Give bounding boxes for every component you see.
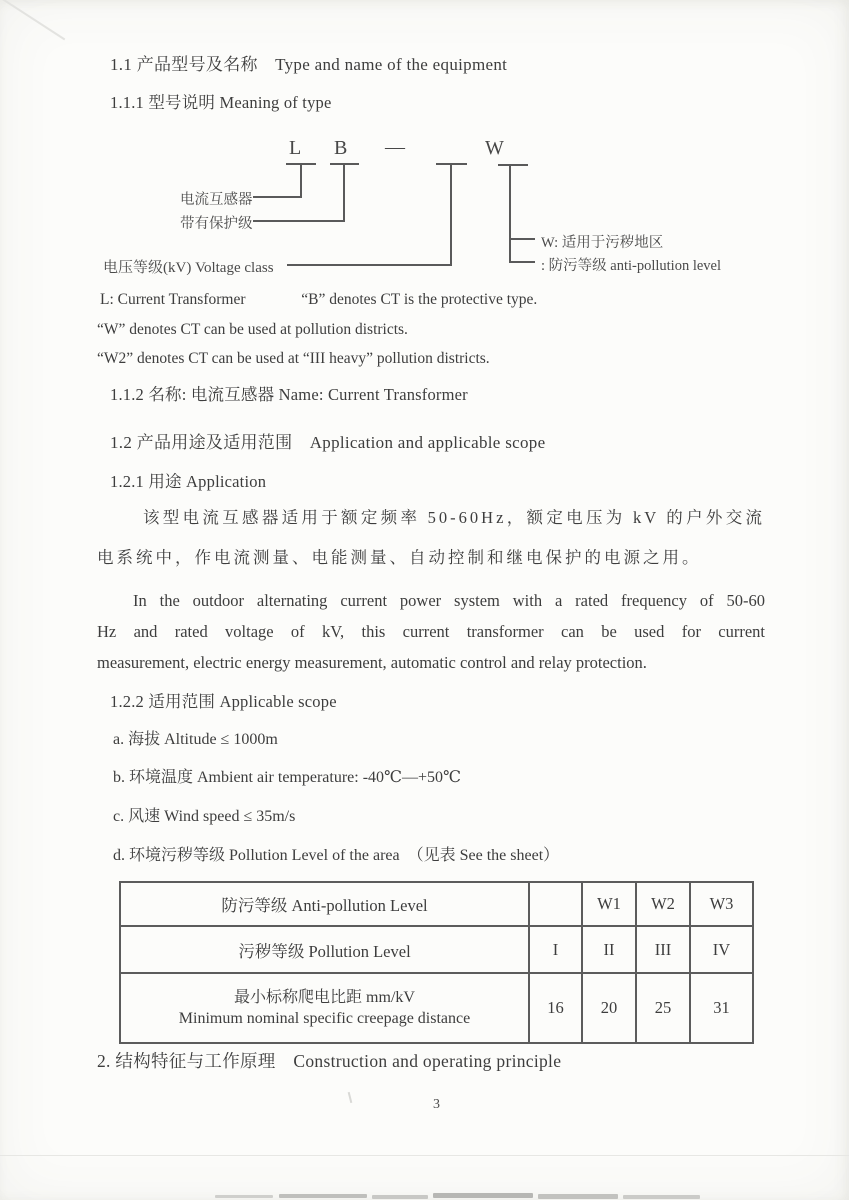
row1-label: 防污等级 Anti-pollution Level (120, 882, 529, 926)
application-en-line3: measurement, electric energy measurement, automatic control and relay protection. (97, 653, 647, 672)
heading-1-1: 1.1 产品型号及名称 Type and name of the equipment (110, 55, 508, 74)
scope-item-c: c. 风速 Wind speed ≤ 35m/s (113, 808, 296, 825)
row3-label-en: Minimum nominal specific creepage distance (178, 1010, 471, 1027)
application-zh-line1: 该型电流互感器适用于额定频率 50-60Hz，额定电压为 kV 的户外交流 (143, 508, 765, 527)
row1-cell-blank (529, 882, 582, 926)
row2-cell-2: II (582, 926, 636, 973)
connector-voltage-class (287, 264, 452, 266)
row2-cell-1: I (529, 926, 582, 973)
heading-1-1-2: 1.1.2 名称: 电流互感器 Name: Current Transformer (110, 385, 468, 404)
row3-label-zh: 最小标称爬电比距 mm/kV (234, 989, 415, 1006)
connector-l-vertical (300, 163, 302, 198)
label-w-note: W: 适用于污秽地区 (541, 235, 664, 251)
row3-label (120, 973, 529, 1043)
scan-speck (348, 1092, 353, 1103)
application-en-line2: Hz and rated voltage of kV, this current transformer can be used for current (97, 622, 765, 641)
application-paragraph-zh (97, 498, 765, 578)
type-letter-b: B (334, 137, 348, 159)
underline-w (498, 164, 528, 166)
note-w: “W” denotes CT can be used at pollution districts. (97, 321, 408, 338)
row2-cell-4: IV (690, 926, 753, 973)
note-line-l-b (100, 291, 537, 309)
heading-1-2-1: 1.2.1 用途 Application (110, 472, 267, 491)
scan-edge-segment (215, 1195, 273, 1198)
scan-edge-segment (538, 1194, 618, 1199)
label-anti-pollution: : 防污等级 anti-pollution level (541, 258, 722, 274)
row2-cell-3: III (636, 926, 690, 973)
connector-w-vertical (509, 164, 511, 263)
heading-1-2-2: 1.2.2 适用范围 Applicable scope (110, 692, 337, 711)
row1-cell-w3: W3 (690, 882, 753, 926)
page-number: 3 (433, 1097, 440, 1112)
scope-item-b: b. 环境温度 Ambient air temperature: -40℃—+50℃ (113, 769, 461, 786)
scope-item-d: d. 环境污秽等级 Pollution Level of the area （见表 See the sheet） (113, 847, 560, 864)
note-l: L: Current Transformer (100, 291, 246, 308)
table-row (120, 973, 753, 1043)
heading-2: 2. 结构特征与工作原理 Construction and operating principle (97, 1051, 562, 1071)
note-w2: “W2” denotes CT can be used at “III heavy” pollution districts. (97, 350, 490, 367)
heading-1-2: 1.2 产品用途及适用范围 Application and applicable scope (110, 433, 546, 452)
type-dash: — (385, 136, 405, 158)
connector-b-vertical (343, 163, 345, 222)
scope-item-a: a. 海拔 Altitude ≤ 1000m (113, 731, 278, 748)
scan-edge-segment (433, 1193, 533, 1198)
connector-anti-pollution (511, 261, 535, 263)
table-row (120, 882, 753, 926)
connector-voltage-vertical (450, 163, 452, 266)
pollution-level-table (119, 881, 754, 1044)
scan-scratch-topleft (0, 0, 65, 40)
label-current-transformer: 电流互感器 (180, 192, 253, 208)
type-letter-w: W (485, 137, 504, 159)
row3-cell-1: 16 (529, 973, 582, 1043)
row3-cell-3: 25 (636, 973, 690, 1043)
label-protective-class: 带有保护级 (180, 216, 253, 232)
label-voltage-class: 电压等级(kV) Voltage class (103, 260, 274, 276)
type-letter-l: L (289, 137, 302, 159)
connector-w-note (511, 238, 535, 240)
table-row (120, 926, 753, 973)
connector-protective-class (253, 220, 345, 222)
application-zh-line2: 电系统中，作电流测量、电能测量、自动控制和继电保护的电源之用。 (97, 548, 702, 567)
row1-cell-w2: W2 (636, 882, 690, 926)
row1-cell-w1: W1 (582, 882, 636, 926)
scan-edge-segment (623, 1195, 700, 1199)
row3-cell-2: 20 (582, 973, 636, 1043)
application-en-line1: In the outdoor alternating current power system with a rated frequency of 50-60 (133, 591, 765, 610)
row2-label: 污秽等级 Pollution Level (120, 926, 529, 973)
row3-cell-4: 31 (690, 973, 753, 1043)
note-b: “B” denotes CT is the protective type. (301, 291, 538, 308)
scan-edge-segment (279, 1194, 367, 1198)
scan-edge-segment (372, 1195, 428, 1199)
connector-current-transformer (253, 196, 302, 198)
application-paragraph-en (97, 585, 765, 678)
heading-1-1-1: 1.1.1 型号说明 Meaning of type (110, 93, 332, 112)
